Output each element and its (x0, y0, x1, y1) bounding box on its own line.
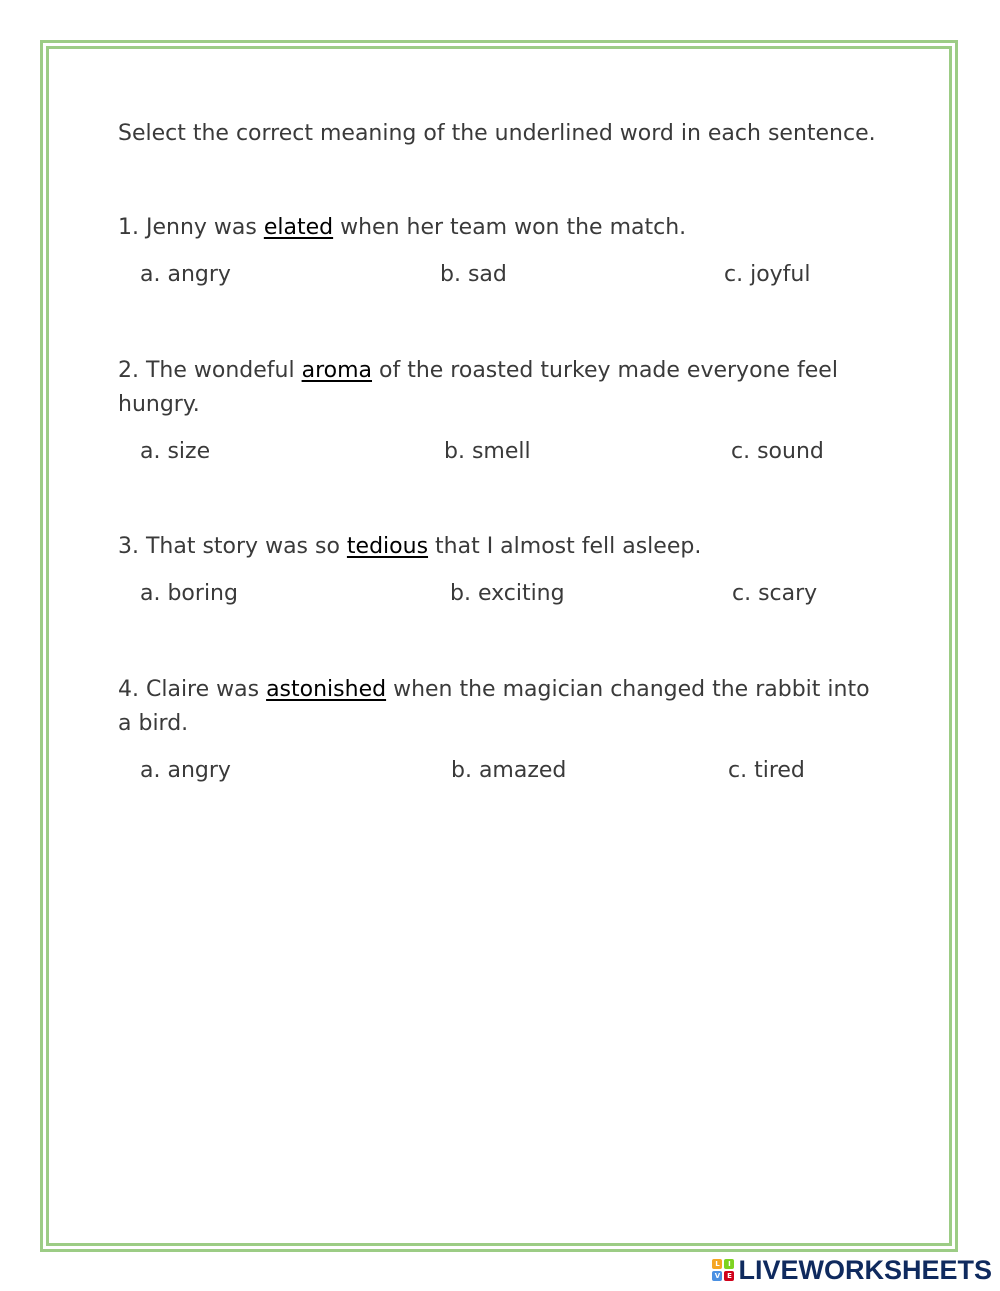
instructions: Select the correct meaning of the underlined word in each sentence. (118, 121, 876, 146)
question-1-option-a[interactable]: a. angry (140, 262, 231, 287)
question-4-option-b[interactable]: b. amazed (451, 758, 567, 783)
question-4-option-a[interactable]: a. angry (140, 758, 231, 783)
logo-block-v: V (712, 1271, 722, 1281)
question-2-option-a[interactable]: a. size (140, 439, 211, 464)
liveworksheets-logo[interactable] (712, 1255, 992, 1285)
question-2-option-c[interactable]: c. sound (731, 439, 824, 464)
logo-block-i: I (724, 1259, 734, 1269)
question-3-option-b[interactable]: b. exciting (450, 581, 565, 606)
question-2-before: 2. The wondeful (118, 358, 302, 383)
question-4-after: when the magician changed the rabbit into a bird. (118, 677, 870, 736)
question-1-option-c[interactable]: c. joyful (724, 262, 811, 287)
question-2-after: of the roasted turkey made everyone feel hungry. (118, 358, 838, 417)
question-4-word: astonished (266, 677, 387, 702)
question-3-option-a[interactable]: a. boring (140, 581, 238, 606)
question-2 (118, 354, 838, 422)
question-1 (118, 211, 878, 245)
question-3 (118, 530, 878, 564)
question-4-before: 4. Claire was (118, 677, 267, 702)
question-2-word: aroma (301, 358, 373, 383)
question-4 (118, 673, 888, 741)
question-3-after: that I almost fell asleep. (428, 534, 702, 559)
question-1-option-b[interactable]: b. sad (440, 262, 507, 287)
logo-block-e: E (724, 1271, 734, 1281)
question-1-after: when her team won the match. (333, 215, 687, 240)
question-3-before: 3. That story was so (118, 534, 347, 559)
question-3-option-c[interactable]: c. scary (732, 581, 818, 606)
logo-block-l: L (712, 1259, 722, 1269)
question-2-option-b[interactable]: b. smell (444, 439, 531, 464)
logo-text: LIVEWORKSHEETS (738, 1254, 992, 1285)
question-1-before: 1. Jenny was (118, 215, 264, 240)
logo-mark-icon (712, 1259, 734, 1281)
question-4-option-c[interactable]: c. tired (728, 758, 805, 783)
question-1-word: elated (263, 215, 334, 240)
question-3-word: tedious (346, 534, 429, 559)
